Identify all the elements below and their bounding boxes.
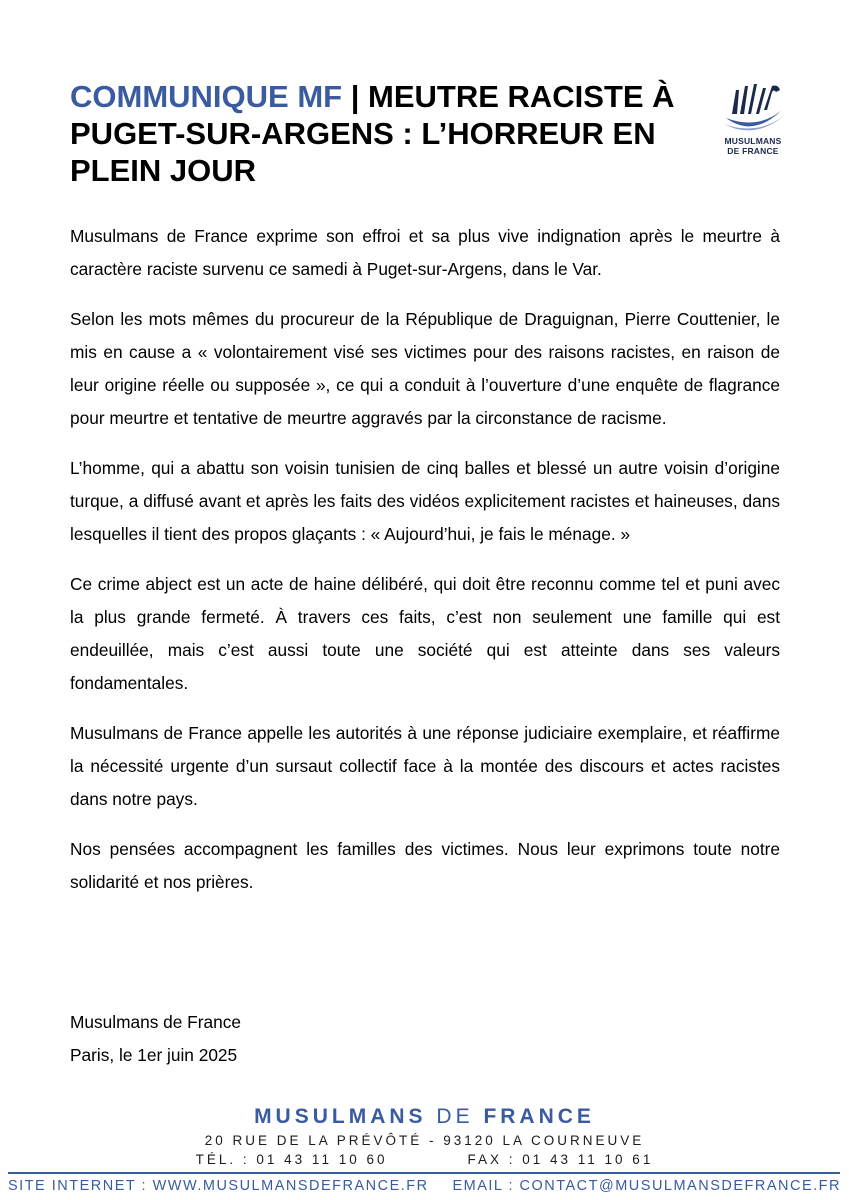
paragraph-1: Musulmans de France exprime son effroi et sa plus vive indignation après le meurtre à caractère raciste survenu ce samedi à Puget-sur-Argens, dans le Var.: [70, 226, 780, 279]
footer-divider: [8, 1172, 840, 1174]
title-accent: COMMUNIQUE MF: [70, 79, 343, 114]
logo-line-2: DE FRANCE: [727, 146, 779, 156]
signature-date: Paris, le 1er juin 2025: [70, 1045, 238, 1065]
footer-org-word-3: FRANCE: [483, 1105, 595, 1128]
logo-text: [718, 136, 788, 156]
title-text: | MEUTRE RACISTE À PUGET-SUR-ARGENS : L’HORREUR EN PLEIN JOUR: [70, 79, 675, 188]
page-title: [70, 78, 710, 189]
logo-emblem-icon: [718, 80, 788, 136]
footer-tel: TÉL. : 01 43 11 10 60: [195, 1152, 388, 1167]
footer-fax: FAX : 01 43 11 10 61: [467, 1152, 654, 1167]
footer-website-link[interactable]: SITE INTERNET : WWW.MUSULMANSDEFRANCE.FR: [8, 1178, 429, 1194]
footer-org-word-2: DE: [436, 1105, 474, 1128]
footer-org-word-1: MUSULMANS: [254, 1105, 427, 1128]
signature-block: [70, 1006, 241, 1072]
paragraph-3: L’homme, qui a abattu son voisin tunisien de cinq balles et blessé un autre voisin d’origine turque, a diffusé avant et après les faits des vidéos explicitement racistes et haineuses, dans lesquelles il tient des propos glaçants : « Aujourd’hui, je fais le ménage. »: [70, 458, 780, 544]
paragraph-5: Musulmans de France appelle les autorités à une réponse judiciaire exemplaire, et réaffirme la nécessité urgente d’un sursaut collectif face à la montée des discours et actes racistes dans notre pays.: [70, 723, 780, 809]
footer-address: 20 RUE DE LA PRÉVÔTÉ - 93120 LA COURNEUVE: [204, 1133, 645, 1148]
signature-org: Musulmans de France: [70, 1012, 241, 1032]
paragraph-4: Ce crime abject est un acte de haine délibéré, qui doit être reconnu comme tel et puni avec la plus grande fermeté. À travers ces faits, c’est non seulement une famille qui est endeuillée, mais c’est aussi toute une société qui est atteinte dans ses valeurs fondamentales.: [70, 574, 780, 693]
footer-contact-numbers: [0, 1152, 849, 1167]
paragraph-2: Selon les mots mêmes du procureur de la République de Draguignan, Pierre Couttenier, le mis en cause a « volontairement visé ses victimes pour des raisons racistes, en raison de leur origine réelle ou supposée », ce qui a conduit à l’ouverture d’une enquête de flagrance pour meurtre et tentative de meurtre aggravés par la circonstance de racisme.: [70, 309, 780, 428]
musulmans-de-france-logo: [718, 80, 788, 160]
footer-email-link[interactable]: EMAIL : CONTACT@MUSULMANSDEFRANCE.FR: [452, 1178, 841, 1194]
paragraph-6: Nos pensées accompagnent les familles des victimes. Nous leur exprimons toute notre solidarité et nos prières.: [70, 839, 780, 892]
footer-org-name: [0, 1105, 849, 1129]
communique-body: [70, 220, 780, 916]
logo-line-1: MUSULMANS: [724, 136, 782, 146]
